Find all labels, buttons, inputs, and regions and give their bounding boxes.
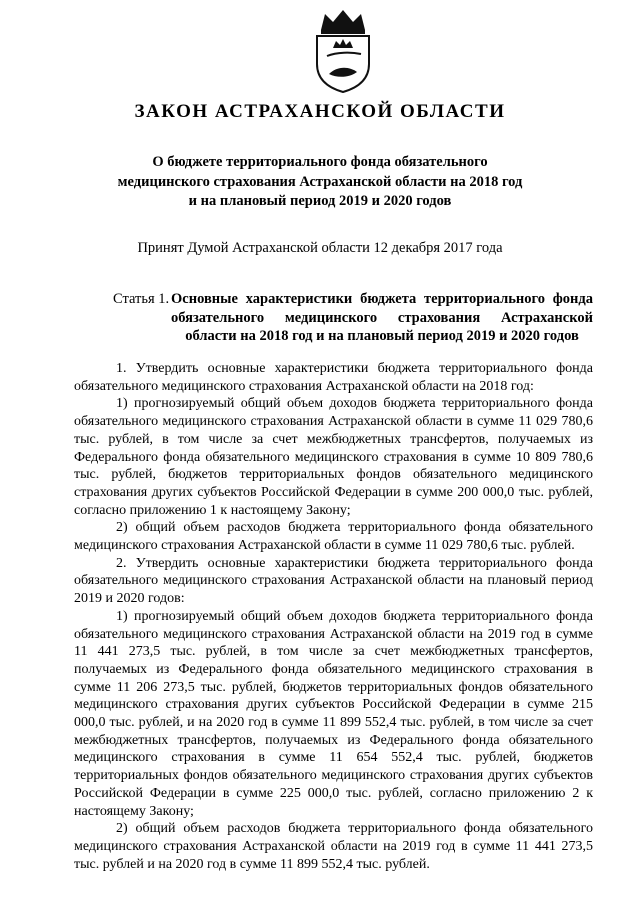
adoption-note: Принят Думой Астраханской области 12 декабря 2017 года bbox=[137, 240, 503, 256]
subtitle-line: и на плановый период 2019 и 2020 годов bbox=[188, 193, 452, 209]
paragraph: 2) общий объем расходов бюджета территориального фонда обязательного медицинского страхования Астраханской области на 2019 год в сумме 11 441 273,5 тыс. рублей и на 2020 год в сумме 11 899 552,4 тыс. рублей. bbox=[74, 821, 593, 872]
article-label: Статья 1. bbox=[113, 291, 170, 307]
paragraph: 2) общий объем расходов бюджета территориального фонда обязательного медицинского страхования Астраханской области в сумме 11 029 780,6 тыс. рублей. bbox=[74, 520, 593, 554]
article-body bbox=[74, 360, 593, 873]
paragraph: 2. Утвердить основные характеристики бюджета территориального фонда обязательного медицинского страхования Астраханской области на плановый период 2019 и 2020 годов: bbox=[74, 555, 593, 607]
law-title: ЗАКОН АСТРАХАНСКОЙ ОБЛАСТИ bbox=[134, 101, 506, 122]
article-heading-block bbox=[113, 290, 593, 346]
paragraph: 1. Утвердить основные характеристики бюджета территориального фонда обязательного медицинского страхования Астраханской области на 2018 год: bbox=[74, 361, 593, 394]
paragraph: 1) прогнозируемый общий объем доходов бюджета территориального фонда обязательного медицинского страхования Астраханской области в сумме 11 029 780,6 тыс. рублей, в том числе за счет межбюджетных трансфертов, получаемых из Федерального фонда обязательного медицинского страхования в сумме 10 809 780,6 тыс. рублей, бюджетов территориальных фондов обязательного медицинского страхования других субъектов Российской Федерации в сумме 200 000,0 тыс. рублей, согласно приложению 1 к настоящему Закону; bbox=[74, 396, 593, 518]
coat-of-arms-icon bbox=[303, 8, 383, 94]
subtitle-line: медицинского страхования Астраханской области на 2018 год bbox=[117, 173, 523, 190]
paragraph: 1) прогнозируемый общий объем доходов бюджета территориального фонда обязательного медицинского страхования Астраханской области на 2019 год в сумме 11 441 273,5 тыс. рублей, в том числе за счет межбюджетных трансфертов, получаемых из Федерального фонда обязательного медицинского страхования в сумме 11 206 273,5 тыс. рублей, бюджетов территориальных фондов обязательного медицинского страхования других субъектов Российской Федерации в сумме 215 000,0 тыс. рублей, и на 2020 год в сумме 11 899 552,4 тыс. рублей, в том числе за счет межбюджетных трансфертов, получаемых из Федерального фонда обязательного медицинского страхования в сумме 11 654 552,4 тыс. рублей, бюджетов территориальных фондов обязательного медицинского страхования других субъектов Российской Федерации в сумме 225 000,0 тыс. рублей, согласно приложению 2 к настоящему Закону; bbox=[74, 608, 593, 819]
law-subtitle bbox=[80, 153, 560, 212]
subtitle-line: О бюджете территориального фонда обязательного bbox=[152, 154, 488, 170]
article-heading: Основные характеристики бюджета территориального фонда обязательного медицинского страхования Астраханской области на 2018 год и на плановый период 2019 и 2020 годов bbox=[171, 291, 593, 344]
